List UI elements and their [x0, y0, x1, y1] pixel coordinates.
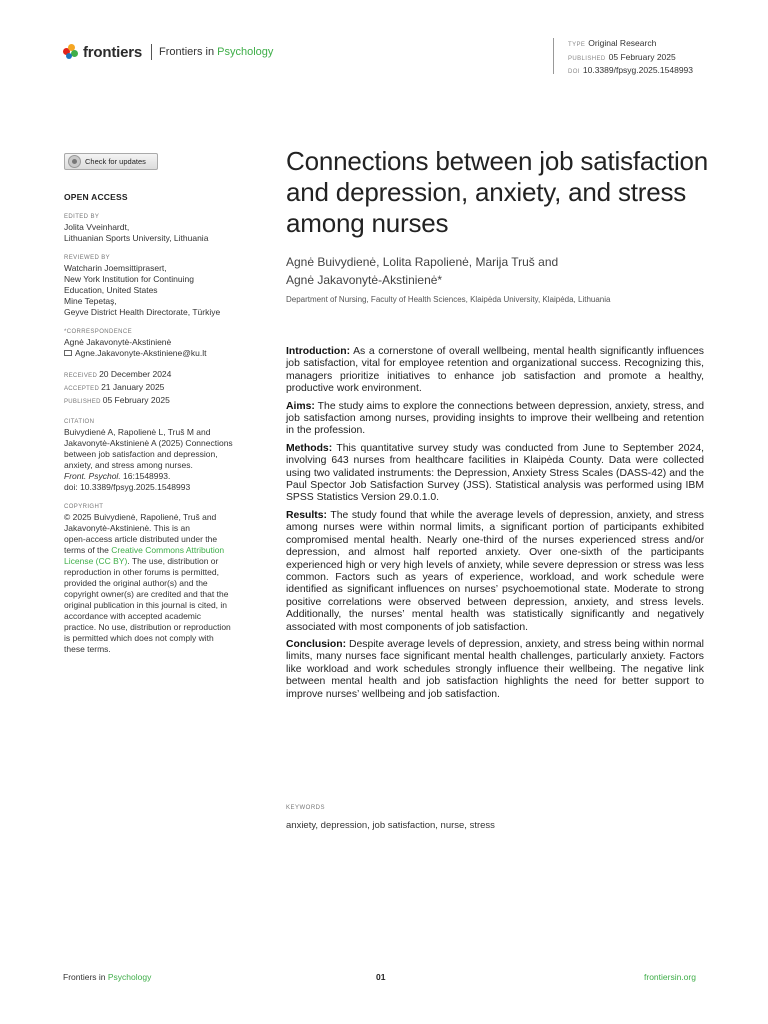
license-link[interactable]: Creative Commons Attribution: [111, 545, 225, 555]
open-access-label: OPEN ACCESS: [64, 192, 128, 202]
abstract-methods: Methods: This quantitative survey study was conducted from June to September 2024, involving 643 nurses from healthcare facilities in Klaipėda County. Data were collected using two validated instruments: the Depression, Anxiety Stress Scales (DASS-42) and the Paul Spector Job Satisfaction Survey (JSS). Statistical analysis was performed using IBM SPSS Statistics Version 29.0.1.0.: [286, 442, 704, 504]
article-type: Original Research: [588, 38, 657, 48]
abstract: [286, 346, 704, 706]
affiliation: Department of Nursing, Faculty of Health Sciences, Klaipėda University, Klaipėda, Lithuania: [286, 295, 611, 304]
doi[interactable]: 10.3389/fpsyg.2025.1548993: [582, 65, 694, 75]
frontiers-logo-icon: [63, 44, 79, 60]
article-dates: RECEIVED 20 December 2024 ACCEPTED 21 January 2025 PUBLISHED 05 February 2025: [64, 369, 172, 405]
edited-by-label: EDITED BY: [64, 214, 100, 220]
correspondence-email[interactable]: Agne.Jakavonyte-Akstiniene@ku.lt: [64, 348, 244, 359]
mail-icon: [64, 350, 72, 356]
footer-site-link[interactable]: frontiersin.org: [644, 972, 696, 982]
citation-label: CITATION: [64, 419, 95, 425]
reviewed-by: Watcharin Joemsittiprasert, New York Institution for Continuing Education, United States Mine Tepetaş, Geyve District Health Directorate, Türkiye: [64, 263, 221, 317]
sidebar: [64, 153, 244, 655]
keywords-label: KEYWORDS: [286, 805, 326, 811]
license-link-cont[interactable]: License (CC BY): [64, 556, 128, 566]
abstract-conclusion: Conclusion: Despite average levels of depression, anxiety, and stress being within normal limits, many nurses face significant mental health challenges, particularly anxiety. Factors like workload and work schedules strongly influence their wellbeing. The negative link between mental health and job satisfaction highlights the need for better support to improve nurses’ wellbeing and job satisfaction.: [286, 638, 704, 700]
journal-name: Frontiers in Psychology: [159, 46, 274, 58]
edited-by: Jolita Vveinhardt, Lithuanian Sports University, Lithuania: [64, 222, 209, 243]
correspondence-label: *CORRESPONDENCE: [64, 329, 133, 335]
reviewed-by-label: REVIEWED BY: [64, 255, 111, 261]
citation-doi[interactable]: doi: 10.3389/fpsyg.2025.1548993: [64, 482, 191, 492]
abstract-introduction: Introduction: As a cornerstone of overall wellbeing, mental health significantly influences job satisfaction, vital for employee retention and organizational success. Recognizing this, managers prioritize initiatives to enhance job satisfaction and promote a healthy, productive work environment.: [286, 346, 704, 395]
frontiers-logo[interactable]: [63, 42, 273, 62]
brand-name: frontiers: [83, 43, 143, 61]
correspondence: Agnė Jakavonytė-Akstinienė Agne.Jakavonyte-Akstiniene@ku.lt: [64, 337, 244, 359]
check-updates-icon: [68, 155, 81, 168]
copyright-label: COPYRIGHT: [64, 504, 104, 510]
authors: Agnė Buivydienė, Lolita Rapolienė, Marija Truš and Agnė Jakavonytė-Akstinienė*: [286, 255, 559, 287]
citation: Buivydienė A, Rapolienė L, Truš M and Jakavonytė-Akstinienė A (2025) Connections between job satisfaction and depression, anxiety, and stress among nurses. Front. Psychol. 16:1548993. doi: 10.3389/fpsyg.2025.1548993: [64, 427, 244, 493]
abstract-results: Results: The study found that while the average levels of depression, anxiety, and stress among nurses were within normal limits, a significant portion of participants exhibited compromised mental health. Nearly one-third of the nurses experienced stress and/or depression, and almost half reported anxiety. Over one-sixth of the participants experienced high or very high levels of anxiety, while severe depression or stress was less common. Factors such as years of experience, workload, and work schedule were identified as significant influences on nurses’ psychoemotional state. Moderate to strong positive correlations were observed between depression, anxiety, and stress levels. Additionally, the nurses’ mental health was statistically significantly and negatively associated with most components of job satisfaction.: [286, 509, 704, 633]
published-date: 05 February 2025: [608, 51, 676, 62]
abstract-aims: Aims: The study aims to explore the connections between depression, anxiety, stress, and job satisfaction among nurses, providing insights to improve their wellbeing and retention in the profession.: [286, 400, 704, 437]
footer-journal: Frontiers in Psychology: [63, 972, 152, 982]
keywords: anxiety, depression, job satisfaction, nurse, stress: [286, 820, 495, 831]
copyright: © 2025 Buivydienė, Rapolienė, Truš and Jakavonytė-Akstinienė. This is an open-access article distributed under the terms of the Creative Commons Attribution License (CC BY). The use, distribution or reproduction in other forums is permitted, provided the original author(s) and the copyright owner(s) are credited and that the original publication in this journal is cited, in accordance with accepted academic practice. No use, distribution or reproduction is permitted which does not comply with these terms.: [64, 512, 231, 654]
header-divider: [151, 44, 152, 60]
page-number: 01: [376, 972, 386, 982]
check-updates-button[interactable]: Check for updates: [64, 153, 158, 170]
article-title: Connections between job satisfaction and depression, anxiety, and stress among nurses: [286, 146, 709, 238]
article-meta: TYPE Original Research PUBLISHED 05 February 2025 DOI 10.3389/fpsyg.2025.1548993: [553, 38, 693, 74]
